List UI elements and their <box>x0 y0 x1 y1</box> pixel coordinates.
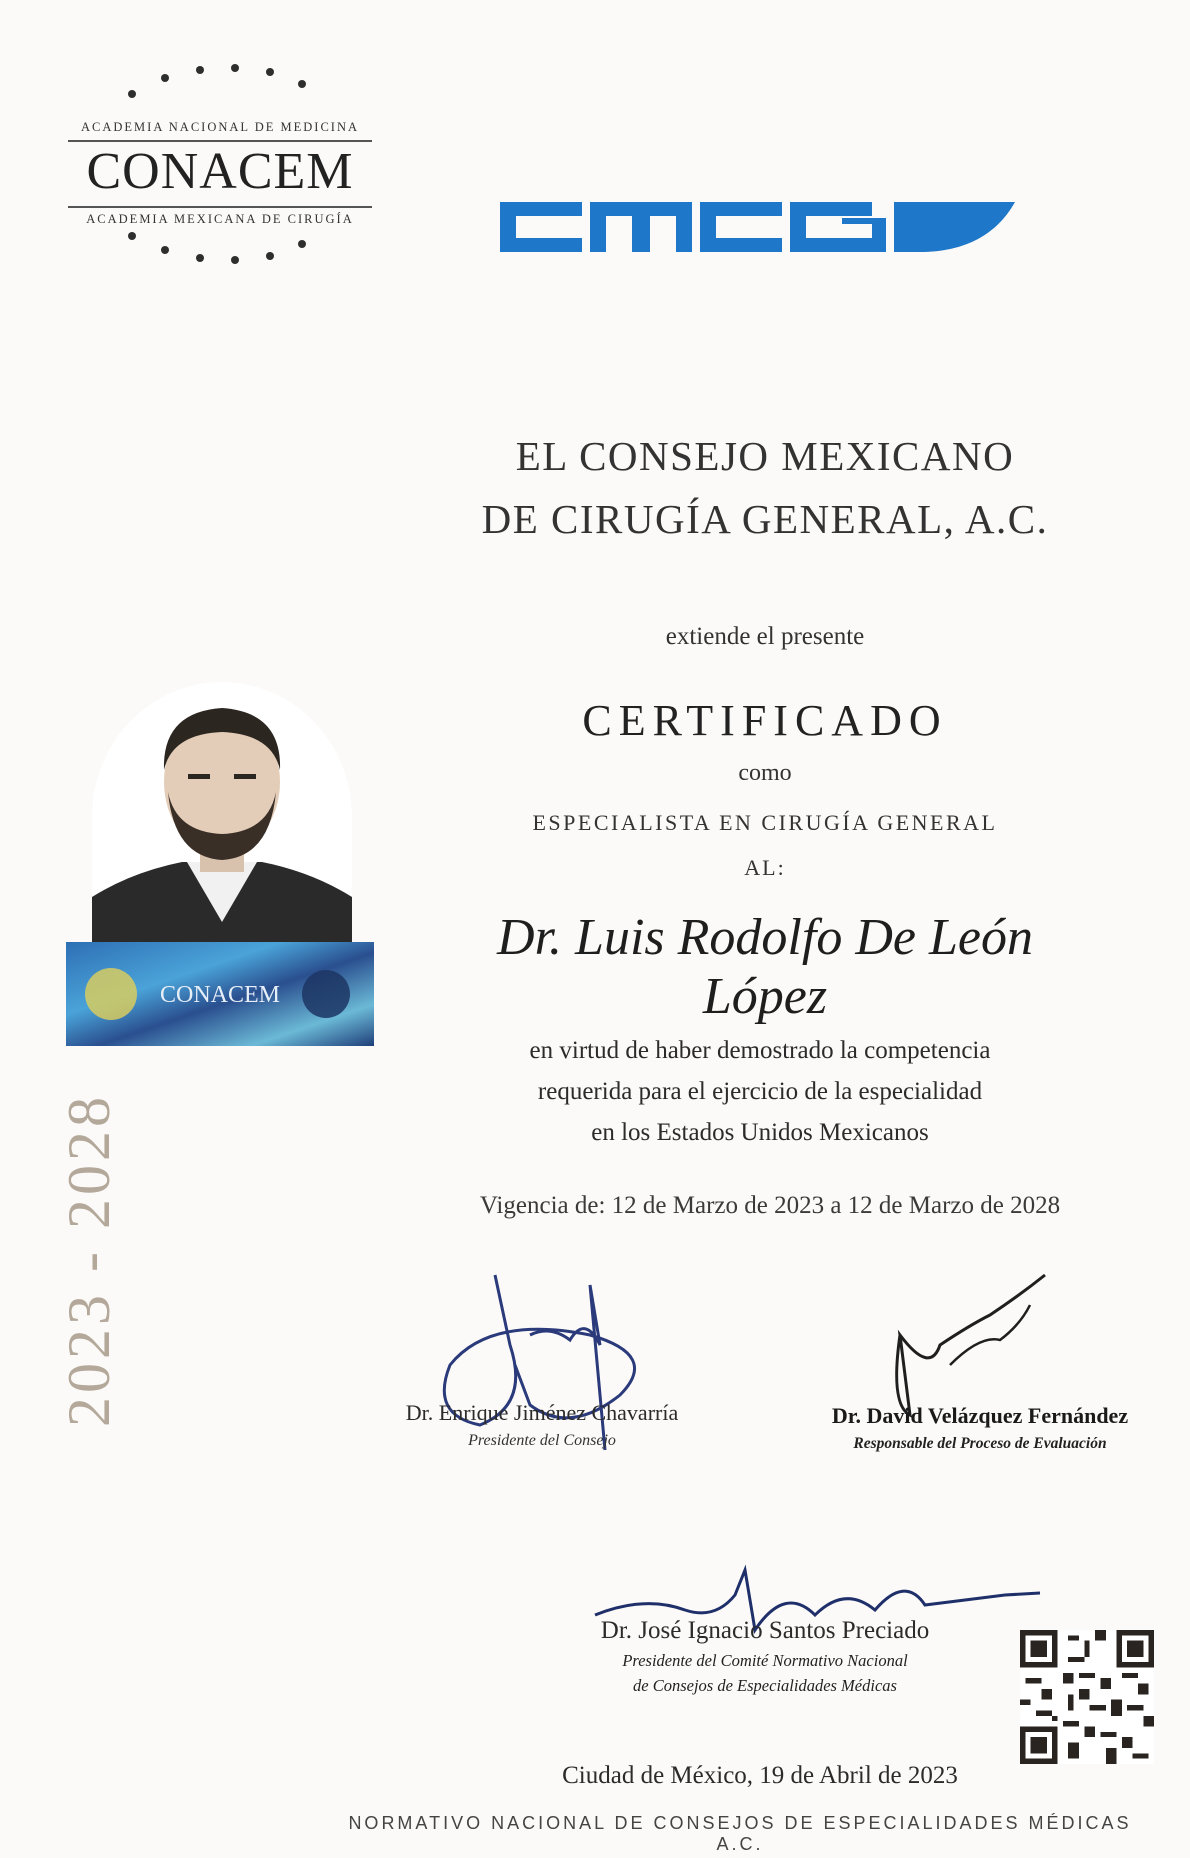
signature-3-role-line1: Presidente del Comité Normativo Nacional <box>622 1651 908 1670</box>
years-vertical-text: 2023 - 2028 <box>56 1093 122 1427</box>
seal-bottom-dots <box>60 228 380 268</box>
signature-2-name: Dr. David Velázquez Fernández <box>831 1403 1129 1428</box>
specialty-text: ESPECIALISTA EN CIRUGÍA GENERAL <box>532 810 998 835</box>
signature-3-role-line2: de Consejos de Especialidades Médicas <box>633 1676 897 1695</box>
council-name-line2: DE CIRUGÍA GENERAL, A.C. <box>481 496 1049 542</box>
seal-divider-bottom <box>68 206 372 208</box>
signature-3-name: Dr. José Ignacio Santos Preciado <box>600 1617 930 1644</box>
seal-bottom-text: ACADEMIA MEXICANA DE CIRUGÍA <box>86 212 354 226</box>
seal-top-text: ACADEMIA NACIONAL DE MEDICINA <box>80 120 359 134</box>
cmcg-logo <box>490 198 1015 256</box>
body-line-1: en virtud de haber demostrado la competencia <box>529 1037 991 1064</box>
signature-2-role: Responsable del Proceso de Evaluación <box>853 1435 1107 1452</box>
validity-text: Vigencia de: 12 de Marzo de 2023 a 12 de Marzo de 2028 <box>479 1192 1061 1219</box>
body-line-3: en los Estados Unidos Mexicanos <box>591 1119 929 1146</box>
council-name-line1: EL CONSEJO MEXICANO <box>515 433 1015 479</box>
seal-divider-top <box>68 140 372 142</box>
conacem-seal <box>60 60 380 270</box>
qr-code <box>1020 1630 1154 1764</box>
signature-1-name: Dr. Enrique Jiménez Chavarría <box>405 1400 679 1425</box>
seal-name: CONACEM <box>86 143 354 200</box>
issue-place-date: Ciudad de México, 19 de Abril de 2023 <box>562 1762 958 1789</box>
hologram-sticker <box>66 942 374 1046</box>
hologram-text: CONACEM <box>159 982 281 1008</box>
footer-text: NORMATIVO NACIONAL DE CONSEJOS DE ESPECIALIDADES MÉDICAS A.C. <box>348 1813 1132 1854</box>
signature-2-ink <box>870 1265 1060 1425</box>
como-text: como <box>738 760 792 786</box>
al-text: AL: <box>744 855 786 880</box>
body-line-2: requerida para el ejercicio de la especialidad <box>537 1078 983 1105</box>
seal-top-dots <box>60 60 380 100</box>
certificate-title: CERTIFICADO <box>582 696 948 745</box>
signature-1-role: Presidente del Consejo <box>468 1432 616 1449</box>
intro-text: extiende el presente <box>665 623 865 650</box>
portrait-photo <box>92 682 352 982</box>
recipient-name: Dr. Luis Rodolfo De León López <box>497 909 1033 1025</box>
